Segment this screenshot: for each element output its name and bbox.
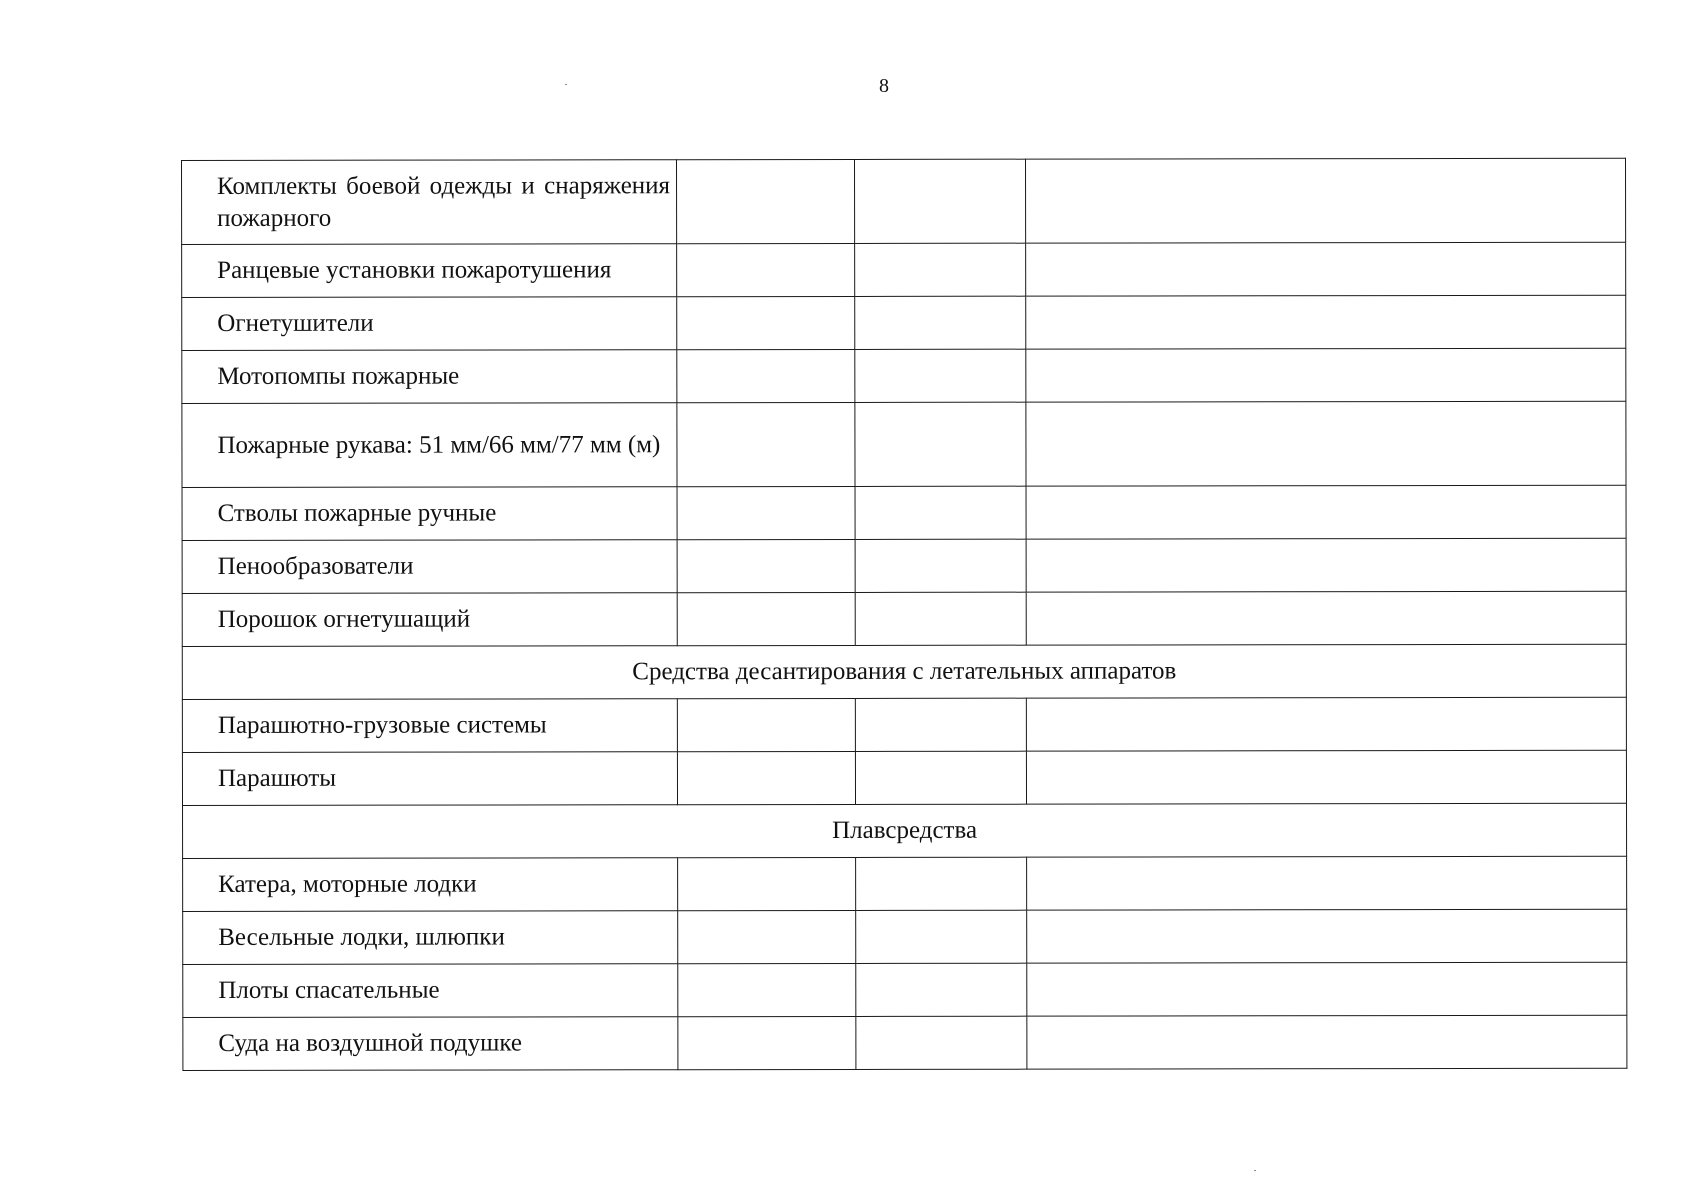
- empty-value-cell: [854, 159, 1025, 243]
- item-name-cell: Весельные лодки, шлюпки: [183, 911, 678, 965]
- scan-speck: [1254, 1170, 1256, 1171]
- equipment-table: [181, 158, 1627, 1071]
- empty-value-cell: [855, 592, 1026, 645]
- table-row: [183, 856, 1627, 911]
- empty-value-cell: [855, 751, 1026, 804]
- table-row: [182, 591, 1626, 646]
- table-row: [182, 242, 1626, 297]
- empty-value-cell: [677, 402, 855, 486]
- table-row: [183, 1015, 1627, 1070]
- empty-value-cell: [1027, 856, 1627, 910]
- empty-value-cell: [855, 402, 1026, 486]
- empty-value-cell: [677, 243, 855, 296]
- empty-value-cell: [856, 910, 1027, 963]
- item-name-cell: Пожарные рукава: 51 мм/66 мм/77 мм (м): [182, 403, 677, 488]
- item-name-cell: Плоты спасательные: [183, 964, 678, 1018]
- empty-value-cell: [1026, 538, 1626, 592]
- item-name-cell: Комплекты боевой одежды и снаряжения пожарного: [182, 160, 677, 245]
- section-header-row: [183, 803, 1627, 858]
- table-row: [182, 538, 1626, 593]
- empty-value-cell: [677, 349, 855, 402]
- section-title: Средства десантирования с летательных аппаратов: [182, 644, 1626, 699]
- empty-value-cell: [1027, 909, 1627, 963]
- empty-value-cell: [1025, 158, 1625, 243]
- empty-value-cell: [1026, 242, 1626, 296]
- item-name-cell: Огнетушители: [182, 297, 677, 351]
- empty-value-cell: [855, 243, 1026, 296]
- empty-value-cell: [855, 296, 1026, 349]
- empty-value-cell: [855, 349, 1026, 402]
- section-title: Плавсредства: [183, 803, 1627, 858]
- item-name-cell: Суда на воздушной подушке: [183, 1017, 678, 1071]
- empty-value-cell: [677, 296, 855, 349]
- empty-value-cell: [677, 486, 855, 539]
- table-row: [182, 295, 1626, 350]
- empty-value-cell: [677, 698, 855, 751]
- empty-value-cell: [855, 486, 1026, 539]
- empty-value-cell: [1026, 295, 1626, 349]
- empty-value-cell: [856, 857, 1027, 910]
- empty-value-cell: [1026, 750, 1626, 804]
- table-row: [182, 485, 1626, 540]
- empty-value-cell: [856, 1016, 1027, 1069]
- item-name-cell: Катера, моторные лодки: [183, 858, 678, 912]
- item-name-cell: Стволы пожарные ручные: [182, 487, 677, 541]
- empty-value-cell: [1027, 1015, 1627, 1069]
- empty-value-cell: [1026, 348, 1626, 402]
- empty-value-cell: [1027, 962, 1627, 1016]
- empty-value-cell: [677, 159, 855, 243]
- empty-value-cell: [855, 539, 1026, 592]
- table-row: [182, 348, 1626, 403]
- empty-value-cell: [678, 1016, 856, 1069]
- empty-value-cell: [678, 857, 856, 910]
- page-number: 8: [879, 75, 889, 97]
- equipment-table-body: [182, 158, 1627, 1070]
- table-row: [182, 750, 1626, 805]
- section-header-row: [182, 644, 1626, 699]
- empty-value-cell: [678, 910, 856, 963]
- empty-value-cell: [678, 963, 856, 1016]
- item-name-cell: Мотопомпы пожарные: [182, 350, 677, 404]
- scan-speck: [565, 84, 567, 85]
- item-name-cell: Парашютно-грузовые системы: [182, 699, 677, 753]
- empty-value-cell: [1026, 485, 1626, 539]
- table-row: [183, 909, 1627, 964]
- empty-value-cell: [677, 539, 855, 592]
- empty-value-cell: [855, 698, 1026, 751]
- item-name-cell: Пенообразователи: [182, 540, 677, 594]
- empty-value-cell: [1026, 401, 1626, 486]
- empty-value-cell: [677, 592, 855, 645]
- table-row: [182, 158, 1626, 244]
- table-row: [182, 401, 1626, 487]
- item-name-cell: Парашюты: [182, 752, 677, 806]
- empty-value-cell: [677, 751, 855, 804]
- table-row: [183, 962, 1627, 1017]
- table-row: [182, 697, 1626, 752]
- empty-value-cell: [856, 963, 1027, 1016]
- item-name-cell: Порошок огнетушащий: [182, 593, 677, 647]
- item-name-cell: Ранцевые установки пожаротушения: [182, 244, 677, 298]
- empty-value-cell: [1026, 697, 1626, 751]
- empty-value-cell: [1026, 591, 1626, 645]
